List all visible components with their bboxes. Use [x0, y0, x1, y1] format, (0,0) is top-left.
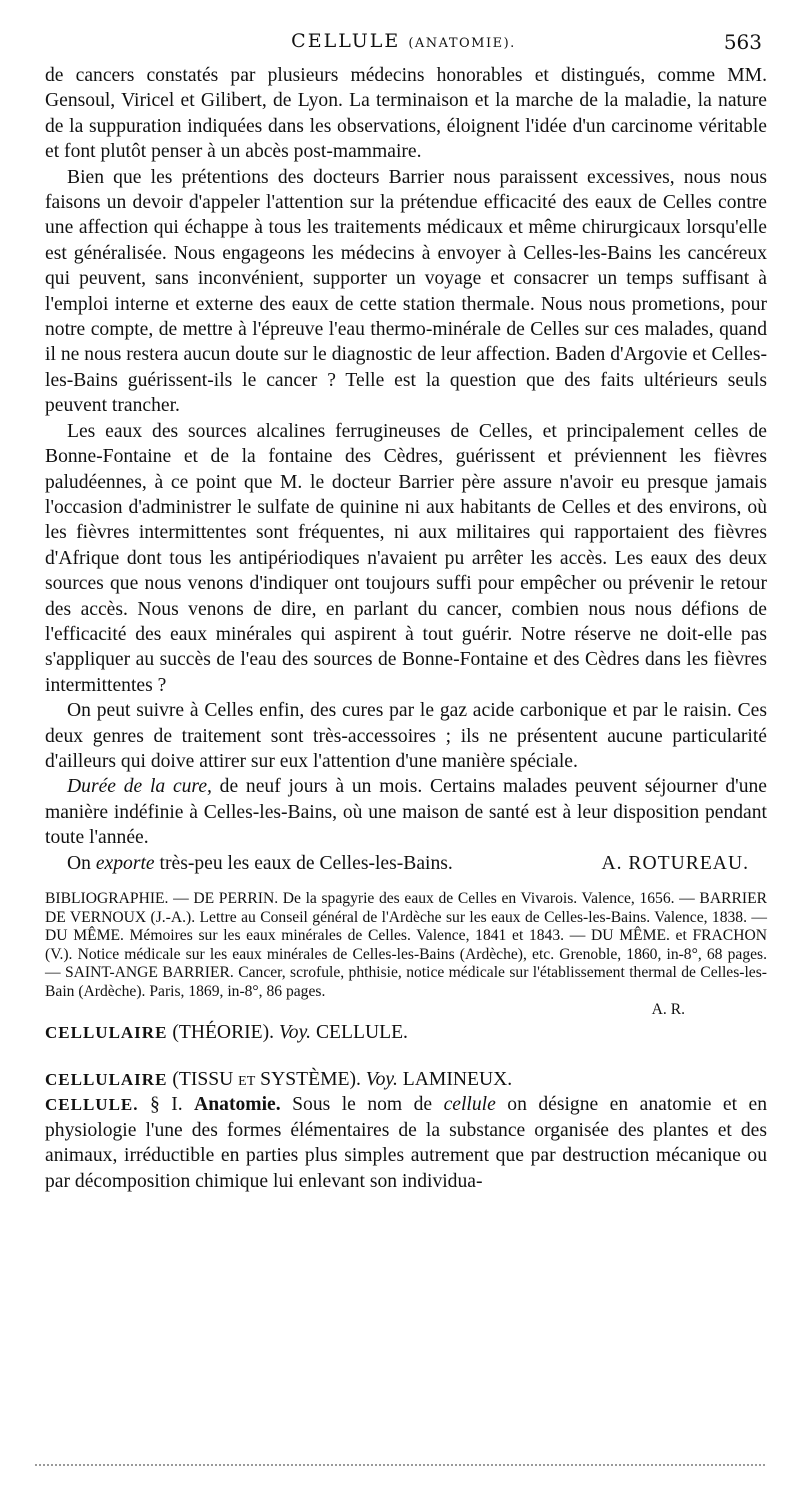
page-number: 563 [723, 30, 762, 54]
export-italic: exporte [95, 852, 155, 874]
bottom-dotted-rule [35, 1464, 765, 1466]
running-title [45, 30, 762, 52]
section-title: Anatomie. [194, 1094, 281, 1116]
main-entry-italic: cellule [443, 1094, 496, 1116]
paragraph-continuation: de cancers constatés par plusieurs médecins honorables et distingués, comme MM. Gensoul, Viricel et Gilibert, de Lyon. La terminaison et la marche de la maladie, la nature de la suppuration indiquées dans les observations, éloignent l'idée d'un carcinome véritable et font plutôt penser à un abcès post-mammaire. [45, 65, 767, 163]
paragraph-other-cures: On peut suivre à Celles enfin, des cures par le gaz acide carbonique et par le raisin. Ces deux genres de traitement sont très-accessoires ; ils ne présentent aucune particularité d'ailleurs qui doive attirer sur eux l'attention d'une manière spéciale. [45, 700, 767, 772]
entry-cross-reference: LAMINEUX. [397, 1068, 513, 1090]
export-prefix: On [67, 852, 96, 874]
paragraph-cure-duration [45, 774, 767, 850]
author-signature: A. ROTUREAU. [601, 852, 749, 874]
paragraph-fevers: Les eaux des sources alcalines ferrugineuses de Celles, et principalement celles de Bonne-Fontaine et de la fontaine des Cèdres, guérissent et préviennent les fièvres paludéennes, à ce point que M. le docteur Barrier père assure n'avoir eu presque jamais l'occasion d'administrer le sulfate de quinine ni aux habitants de Celles et des environs, où les fièvres intermittentes sont fréquentes, ni aux militaires qui rapportaient des fièvres d'Afrique dont tous les antipériodiques n'avaient pu arrêter les accès. Les eaux des deux sources que nous venons d'indiquer ont toujours suffi pour empêcher ou prévenir le retour des accès. Nous venons de dire, en parlant du cancer, combien nous nous défions de l'efficacité des eaux minérales qui aspirent à tout guérir. Notre réserve ne doit-elle pas s'appliquer au succès de l'eau des sources de Bonne-Fontaine et des Cèdres dans les fièvres intermittentes ? [45, 420, 767, 696]
entry-cellulaire-tissu [45, 1067, 767, 1092]
bibliography [45, 890, 767, 1020]
entry-cellule-anatomie [45, 1092, 767, 1194]
cure-duration-label: Durée de la cure, [67, 776, 212, 798]
paragraph-barrier-claims: Bien que les prétentions des docteurs Barrier nous paraissent excessives, nous nous faisons un devoir d'appeler l'attention sur la prétendue efficacité des eaux de Celles contre une affection qui échappe à tous les traitements médicaux et même chirurgicaux lorsqu'elle est généralisée. Nous engageons les médecins à envoyer à Celles-les-Bains les cancéreux qui peuvent, sans inconvénient, supporter un voyage et consacrer un temps suffisant à l'emploi interne et externe des eaux de cette station thermale. Nous nous prometions, pour notre compte, de mettre à l'épreuve l'eau thermo-minérale de Celles sur ces malades, quand il ne nous restera aucun doute sur le diagnostic de leur affection. Baden d'Argovie et Celles-les-Bains guérissent-ils le cancer ? Telle est la question que des faits ultérieurs seuls peuvent trancher. [45, 166, 767, 417]
section-marker: § I. [138, 1094, 195, 1116]
entry-qualifier: (TISSU et SYSTÈME). [167, 1068, 361, 1090]
entry-headword: CELLULAIRE [45, 1069, 168, 1089]
main-entry-text-1: Sous le nom de [280, 1094, 444, 1116]
entry-cellulaire-theorie [45, 1020, 767, 1045]
running-title-main: CELLULE [291, 30, 401, 52]
cure-duration-text: de neuf jours à un mois. Certains malades peuvent séjourner d'une manière indéfinie à Celles-les-Bains, où une maison de santé est à leur disposition pendant toute l'année. [45, 776, 767, 849]
page-header [45, 30, 762, 60]
entry-headword: CELLULAIRE [45, 1022, 168, 1042]
main-entry-headword: CELLULE. [45, 1095, 139, 1115]
main-entry-text-2: on désigne en anatomie et en physiologie l'une des formes élémentaires de la substance organisée des plantes et des animaux, irréductible en parties plus simples autrement que par destruction mécanique ou par décomposition chimique lui enlevant son individua- [45, 1094, 768, 1192]
entry-cross-reference: CELLULE. [311, 1021, 408, 1043]
article-body [45, 63, 767, 1194]
entry-voy: Voy. [360, 1068, 398, 1090]
bibliography-text: DE PERRIN. De la spagyrie des eaux de Celles en Vivarois. Valence, 1656. — BARRIER DE VERNOUX (J.-A.). Lettre au Conseil général de l'Ardèche sur les eaux de Celles-les-Bains. Valence, 1838. — DU MÊME. Mémoires sur les eaux minérales de Celles. Valence, 1841 et 1843. — DU MÊME. et FRACHON (V.). Notice médicale sur les eaux minérales de Celles-les-Bains (Ardèche), etc. Grenoble, 1860, in-8°, 68 pages. — SAINT-ANGE BARRIER. Cancer, scrofule, phthisie, notice médicale sur l'établissement thermal de Celles-les-Bain (Ardèche). Paris, 1869, in-8°, 86 pages. [45, 890, 767, 1000]
entry-voy: Voy. [274, 1021, 312, 1043]
export-line [45, 851, 767, 876]
bibliography-initials: A. R. [651, 1001, 685, 1018]
entry-qualifier: (THÉORIE). [167, 1021, 275, 1043]
export-text [45, 851, 453, 876]
bibliography-label: BIBLIOGRAPHIE. — [45, 890, 194, 907]
export-suffix: très-peu les eaux de Celles-les-Bains. [154, 852, 453, 874]
running-title-section: (ANATOMIE). [408, 36, 516, 51]
